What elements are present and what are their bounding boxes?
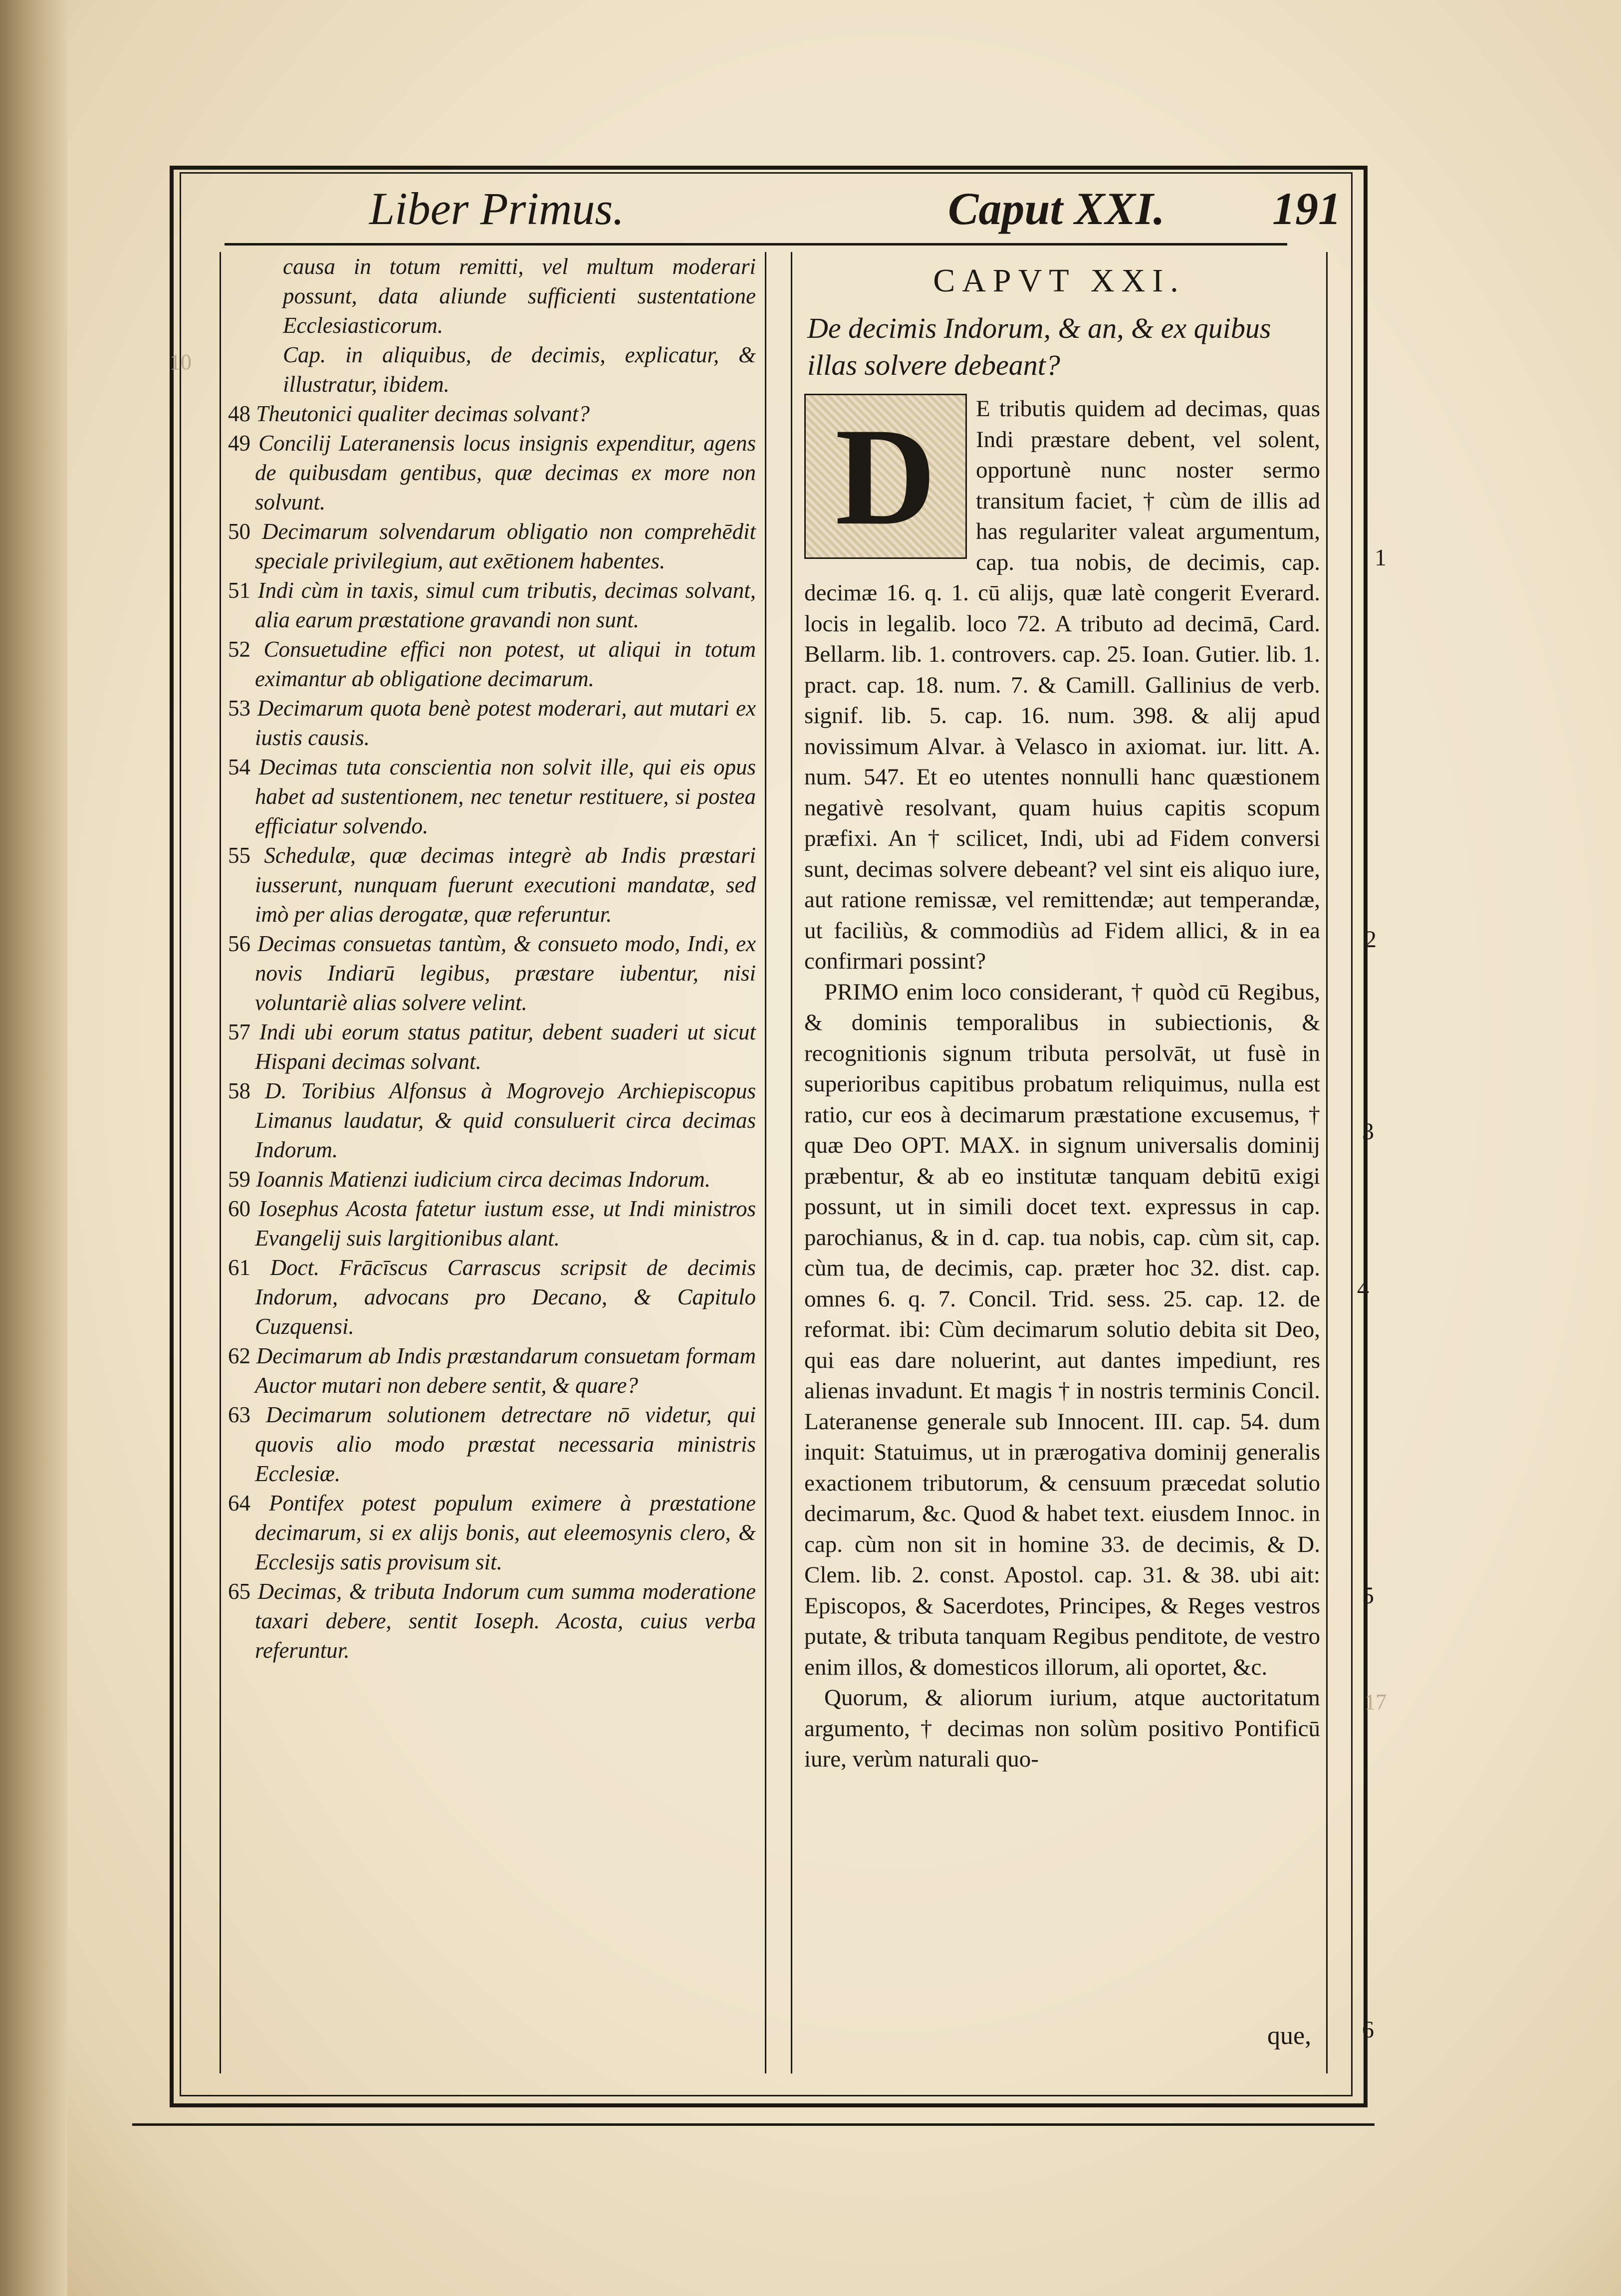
index-entry-text: Decimas tuta conscientia non solvit ille, qui eis opus habet ad sustentionem, nec tenetur restituere, si postea efficiatur solvendo. <box>255 755 756 838</box>
index-entry-number: 56 <box>228 931 250 956</box>
index-entry <box>228 399 756 429</box>
paragraph: PRIMO enim loco considerant, † quòd cū Regibus, & dominis temporalibus in subiectionis, & recognitionis signum tributa persolvāt, ut fusè in superioribus capitibus probatum reliquimus, nulla est ratio, cur eos à decimarum præstatione excusemus, † quæ Deo OPT. MAX. in signum universalis dominij præbentur, & ab eo institutæ tanquam debitū exigi possunt, ut in simili docet text. expressus in cap. parochianus, & in d. cap. tua nobis, cap. cùm sit, cap. cùm tua, de decimis, cap. præter hoc 32. dist. cap. omnes 6. q. 7. Concil. Trid. sess. 25. cap. 12. de reformat. ibi: Cùm decimarum solutio debita sit Deo, qui eas dare noluerint, aut dantes impediunt, res alienas invadunt. Et magis † in nostris terminis Concil. Lateranense generale sub Innocent. III. cap. 54. dum inquit: Statuimus, ut in prærogativa dominij generalis exactionem tributorum, & censuum præcedat solutio decimarum, &c. Quod & habet text. eiusdem Innoc. in cap. cùm non sit in homine 33. de decimis, & D. Clem. lib. 2. const. Apostol. cap. 31. & 38. ubi ait: Episcopos, & Sacerdotes, Principes, & Reges vestros putate, & tributa tanquam Regibus penditote, de vestro enim illos, & domesticos illorum, ali oportet, &c. <box>804 979 1320 1680</box>
margin-number: 1 <box>1375 544 1387 571</box>
chapter-title: CAPVT XXI. <box>933 262 1185 299</box>
index-entry <box>228 1577 756 1665</box>
index-entry-text: Iosephus Acosta fatetur iustum esse, ut Indi ministros Evangelij suis largitionibus alant. <box>255 1196 756 1251</box>
margin-number: 3 <box>1362 1118 1374 1145</box>
index-entry-text: Decimas consuetas tantùm, & consueto modo, Indi, ex novis Indiarū legibus, præstare iubentur, nisi voluntariè alias solvere velint. <box>255 931 756 1015</box>
paragraph: Quorum, & aliorum iurium, atque auctoritatum argumento, † decimas non solùm positivo Pontificū iure, verùm naturali quo- <box>804 1685 1320 1772</box>
index-entry-number: 63 <box>228 1402 250 1427</box>
index-entry-number: 64 <box>228 1491 250 1516</box>
index-entry-number: 55 <box>228 843 250 868</box>
index-entry <box>228 429 756 517</box>
index-entry <box>228 1076 756 1165</box>
margin-number: 6 <box>1362 2017 1374 2043</box>
index-entry <box>228 1018 756 1076</box>
index-entry-number: 52 <box>228 637 250 662</box>
index-entry <box>228 1489 756 1577</box>
index-entry-text: Doct. Frācīscus Carrascus scripsit de decimis Indorum, advocans pro Decano, & Capitulo Cuzquensi. <box>255 1255 756 1339</box>
index-entry <box>228 635 756 694</box>
index-entry-text: Pontifex potest populum eximere à præstatione decimarum, si ex alijs bonis, aut eleemosynis clero, & Ecclesijs satis provisum sit. <box>255 1491 756 1574</box>
summary-index <box>221 252 765 1665</box>
index-entry-number: 62 <box>228 1343 250 1368</box>
index-entry-number: 48 <box>228 401 250 426</box>
index-entry-text: Theutonici qualiter decimas solvant? <box>256 401 590 426</box>
catchword: que, <box>1267 2022 1312 2050</box>
index-entry-text: Indi ubi eorum status patitur, debent suaderi ut sicut Hispani decimas solvant. <box>255 1020 756 1074</box>
margin-number: 5 <box>1362 1582 1374 1609</box>
page-number: 191 <box>1272 183 1341 234</box>
index-entry-number: 53 <box>228 696 250 721</box>
index-column <box>220 252 766 2073</box>
header-rule <box>225 243 1287 246</box>
index-entry-text: Decimarum quota benè potest moderari, aut mutari ex iustis causis. <box>255 696 756 750</box>
text-column <box>791 252 1328 2073</box>
index-entry <box>228 517 756 576</box>
index-entry-text: Decimarum solutionem detrectare nō videtur, qui quovis alio modo præstat necessaria ministris Ecclesiæ. <box>255 1402 756 1486</box>
index-entry-number: 50 <box>228 519 250 544</box>
index-entry-text: Decimas, & tributa Indorum cum summa moderatione taxari debere, sentit Ioseph. Acosta, cuius verba referuntur. <box>255 1579 756 1663</box>
index-entry <box>228 1194 756 1253</box>
show-through-number: 10 <box>170 350 192 374</box>
index-entry <box>228 1253 756 1341</box>
index-entry-text: Cap. in aliquibus, de decimis, explicatur, & illustratur, ibidem. <box>283 342 756 397</box>
index-entry-number: 49 <box>228 431 250 456</box>
show-through-number: 17 <box>1365 1690 1387 1714</box>
index-entry <box>228 1341 756 1400</box>
index-entry-number: 57 <box>228 1020 250 1044</box>
index-entry-number: 54 <box>228 755 250 779</box>
index-entry-number: 60 <box>228 1196 250 1221</box>
initial-letter: D <box>835 398 936 554</box>
chapter-subtitle: De decimis Indorum, & an, & ex quibus illas solvere debeant? <box>807 312 1271 381</box>
index-entry-text: Decimarum ab Indis præstandarum consuetam formam Auctor mutari non debere sentit, & quare? <box>255 1343 756 1398</box>
index-entry-text: Indi cùm in taxis, simul cum tributis, decimas solvant, alia earum præstatione gravandi non sunt. <box>255 578 756 632</box>
index-entry <box>228 252 756 340</box>
index-entry-text: Concilij Lateranensis locus insignis expenditur, agens de quibusdam gentibus, quæ decimas ex more non solvunt. <box>255 431 756 514</box>
index-entry-text: Ioannis Matienzi iudicium circa decimas Indorum. <box>256 1167 710 1192</box>
index-entry <box>228 576 756 635</box>
index-entry-number: 59 <box>228 1167 250 1192</box>
paragraph: E tributis quidem ad decimas, quas Indi præstare debent, vel solent, opportunè nunc noster sermo transitum faciet, † cùm de illis ad has regulariter valeat argumentum, cap. tua nobis, de decimis, cap. decimæ 16. q. 1. cū alijs, quæ latè congerit Everard. locis in legalib. loco 72. A tributo ad decimā, Card. Bellarm. lib. 1. controvers. cap. 25. Ioan. Gutier. lib. 1. pract. cap. 18. num. 7. & Camill. Gallinius de verb. signif. lib. 5. cap. 16. num. 398. & alij apud novissimum Alvar. à Velasco in axiomat. iur. litt. A. num. 547. Et eo utentes nonnulli hanc quæstionem negativè resolvant, quam huius capitis scopum præfixi. An † scilicet, Indi, ubi ad Fidem conversi sunt, decimas solvere debeant? vel sint eis aliquo iure, aut ratione remissæ, vel remittendæ; aut temperandæ, ut faciliùs, & commodiùs ad Fidem allici, & in ea confirmari possint? <box>804 396 1320 974</box>
index-entry <box>228 340 756 399</box>
margin-number: 2 <box>1365 926 1377 953</box>
chapter-body <box>792 394 1326 1775</box>
index-entry-text: causa in totum remitti, vel multum moderari possunt, data aliunde sufficienti sustentatione Ecclesiasticorum. <box>283 254 756 338</box>
decorated-initial <box>804 394 967 559</box>
index-entry <box>228 753 756 841</box>
index-entry-number: 65 <box>228 1579 250 1604</box>
index-entry <box>228 929 756 1018</box>
index-entry-text: Schedulæ, quæ decimas integrè ab Indis præstari iusserunt, nunquam fuerunt executioni mandatæ, sed imò per alias derogatæ, quæ referuntur. <box>255 843 756 927</box>
index-entry-text: Decimarum solvendarum obligatio non comprehēdit speciale privilegium, aut exētionem habentes. <box>255 519 756 573</box>
header-book-title: Liber Primus. <box>369 183 625 234</box>
running-header <box>180 182 1350 242</box>
index-entry <box>228 694 756 753</box>
index-entry-number: 58 <box>228 1078 250 1103</box>
index-entry <box>228 1400 756 1489</box>
index-entry-text: Consuetudine effici non potest, ut aliqui in totum eximantur ab obligatione decimarum. <box>255 637 756 691</box>
book-gutter <box>0 0 67 2296</box>
index-entry-text: D. Toribius Alfonsus à Mogrovejo Archiepiscopus Limanus laudatur, & quid consuluerit circa decimas Indorum. <box>255 1078 756 1162</box>
index-entry-number: 61 <box>228 1255 250 1280</box>
bottom-rule <box>132 2123 1375 2126</box>
index-entry <box>228 841 756 929</box>
margin-number: 4 <box>1357 1276 1369 1302</box>
index-entry <box>228 1165 756 1194</box>
index-entry-number: 51 <box>228 578 250 603</box>
header-chapter: Caput XXI. <box>948 183 1165 234</box>
